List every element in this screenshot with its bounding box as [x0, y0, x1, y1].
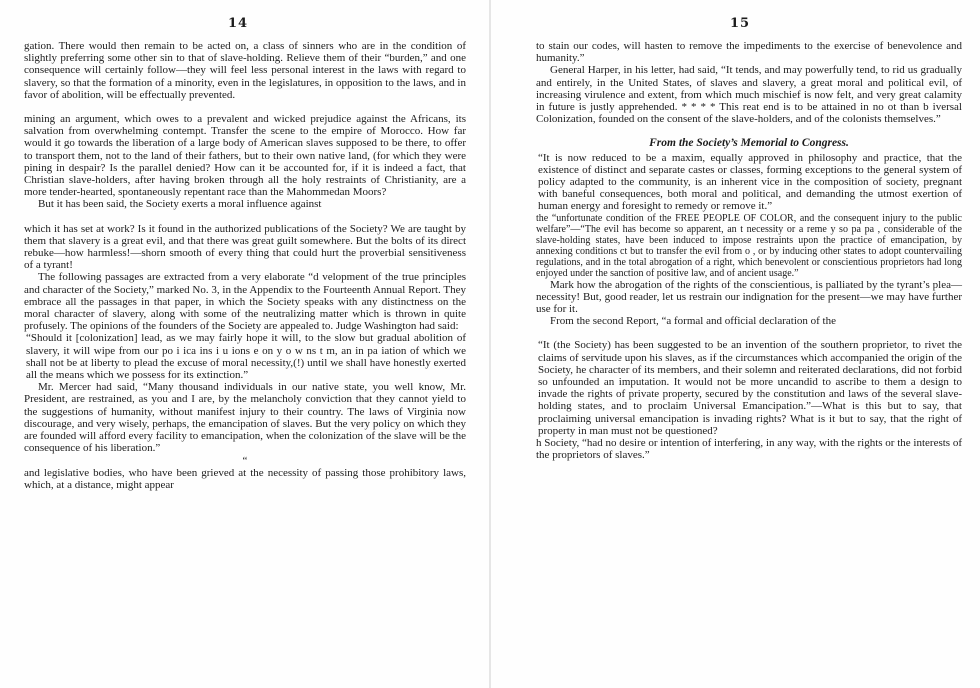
text-column	[24, 40, 466, 491]
paragraph: But it has been said, the Society exerts a moral influence against	[38, 198, 322, 211]
paragraph: “Should it [colonization] lead, as we may fairly hope it will, to the slow but gradual abolition of slavery, it will wipe from our po i ica ins i u ions e on y o w ns t m, an in pa iation of which we shall not be at liberty to plead the excuse of moral necessity,(!) until we shall have honestly exerted all the means which we possess for its extinction.”	[26, 332, 466, 382]
paragraph: Mr. Mercer had said, “Many thousand individuals in our native state, you well know, Mr. President, are restrained, as you and I are, by the melancholy conviction that they cannot yield to the suggestions of humanity, without manifest injury to their country. The laws of Virginia now discourage, and very wisely, perhaps, the emancipation of slaves. But the very policy on which they are founded will afford every facility to emancipation, when the colonization of the slave will be the consequence of his liberation.”	[24, 381, 466, 455]
paragraph: From the second Report, “a formal and official declaration of the	[550, 315, 836, 328]
paragraph: which it has set at work? Is it found in the authorized publications of the Society? We are taught by them that slavery is a great evil, and that there was great guilt somewhere. But the bolts of its direct rebuke—how harmless!—shorn smooth of every thing that could hurt the proverbial sensitiveness of a tyrant!	[24, 222, 466, 272]
paragraph: “	[242, 454, 248, 467]
paragraph: mining an argument, which owes to a prevalent and wicked prejudice against the Africans, its salvation from overwhelming contempt. Transfer the scene to the empire of Morocco. How far would it go towards the liberation of a large body of American slaves supposed to be there, to offer to transport them, not to the land of their fathers, but to their own native land, (for which they were pining in despair? Is the parallel denied? How can it be accounted for, if it is indeed a fact, that Christian slave-holders, after having broken through all the holy restraints of Christianity, are a more tender-hearted, spontaneously repentant race than the Mahommedan Moors?	[24, 113, 466, 199]
paragraph: gation. There would then remain to be acted on, a class of sinners who are in the condition of slightly preferring some other sin to that of slave-holding. Relieve them of their “burden,” and one consequence will certainly follow—they will feel less personal interest in the laws with regard to slavery, so that the formation of a minority, even in the legislatures, in opposition to the laws, and in favor of abolition, will be effectually prevented.	[24, 40, 466, 101]
paragraph: General Harper, in his letter, had said, “It tends, and may powerfully tend, to rid us gradually and entirely, in the United States, of slaves and slavery, a great moral and political evil, of increasing virulence and extent, from which much mischief is now felt, and very great calamity in future is justly apprehended. * * * * This reat end is to be attained in no ot than b iversal Colonization, founded on the consent of the slave-holders, and of the colonists themselves.”	[536, 64, 962, 126]
paragraph: Mark how the abrogation of the rights of the conscientious, is palliated by the tyrant’s plea—necessity! But, good reader, let us restrain our indignation for the present—we may have further use for it.	[536, 278, 962, 316]
paragraph: The following passages are extracted from a very elaborate “d velopment of the true principles and character of the Society,” marked No. 3, in the Appendix to the Fourteenth Annual Report. They embrace all the passages in that paper, in which the Society speaks with any distinctness on the moral character of slavery, along with some of the neutralizing matter which is thrown in quite profusely. The opinions of the founders of the Society are appealed to. Judge Washington had said:	[24, 271, 466, 333]
right-page	[490, 0, 980, 688]
section-heading: From the Society’s Memorial to Congress.	[649, 137, 849, 150]
paragraph: the “unfortunate condition of the FREE PEOPLE OF COLOR, and the consequent injury to the public welfare”—“The evil has become so apparent, an t necessity or a reme y so pa pa , considerable of the slave-holding states, have been induced to impose restraints upon the practice of emancipation, by annexing conditions ct but to transfer the evil from o , or by inducing other states to adopt countervailing regulations, and in the total abrogation of a right, which benevolent or conscientious proprietors had long enjoyed under the sanction of positive law, and of ancient usage.”	[536, 212, 962, 279]
paragraph: “It (the Society) has been suggested to be an invention of the southern proprietor, to rivet the claims of servitude upon his slaves, as if the circumstances which accompanied the origin of the Society, he character of its members, and their solemn and reiterated declarations, did not forbid so unfounded an imputation. It would not be more uncandid to ascribe to them a design to invade the rights of private property, secured by the constitution and laws of the several slave-holding states, and to proclaim Universal Emancipation.”—What is this but to say, that proclaiming universal emancipation is invading rights? What is it but to say, that the right of property in man must not be questioned?	[538, 339, 962, 437]
paragraph: h Society, “had no desire or intention of interfering, in any way, with the rights or the interests of the proprietors of slaves.”	[536, 437, 962, 462]
paragraph: to stain our codes, will hasten to remove the impediments to the exercise of benevolence and humanity.”	[536, 40, 962, 65]
text-column	[536, 40, 962, 461]
paragraph: and legislative bodies, who have been grieved at the necessity of passing those prohibitory laws, which, at a distance, might appear	[24, 466, 466, 491]
page-number: 15	[730, 16, 751, 31]
page-number: 14	[228, 16, 249, 31]
paragraph: “It is now reduced to be a maxim, equally approved in philosophy and practice, that the existence of distinct and separate castes or classes, forming exceptions to the general system of policy adapted to the community, is an inherent vice in the composition of society, pregnant with baneful consequences, both moral and political, and demanding the utmost exertion of human energy and foresight to remedy or remove it.”	[538, 151, 962, 213]
